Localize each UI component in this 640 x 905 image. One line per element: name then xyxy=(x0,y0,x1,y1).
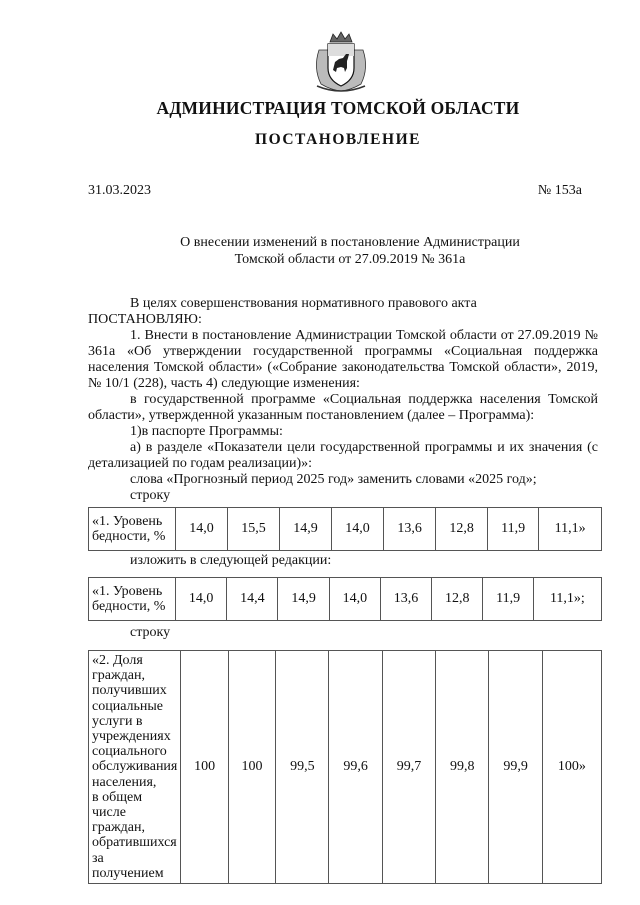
table-cell-label: «1. Уровень бедности, % xyxy=(89,508,176,551)
table-cell-label: «1. Уровень бедности, % xyxy=(89,578,176,621)
table-row xyxy=(89,508,602,551)
document-subject xyxy=(140,234,560,268)
paragraph: строку xyxy=(130,488,171,503)
document-date: 31.03.2023 xyxy=(88,183,151,198)
organization-title: АДМИНИСТРАЦИЯ ТОМСКОЙ ОБЛАСТИ xyxy=(156,98,520,118)
table-cell: 100 xyxy=(181,651,228,884)
indicator-table-old xyxy=(88,507,602,551)
table-cell: 15,5 xyxy=(228,508,280,551)
table-cell: 14,9 xyxy=(278,578,329,621)
indicator-table-new xyxy=(88,577,602,621)
table-cell: 99,9 xyxy=(489,651,542,884)
table-cell: 99,6 xyxy=(329,651,382,884)
table-cell: 14,0 xyxy=(332,508,384,551)
table-cell: 100» xyxy=(542,651,601,884)
table-cell: 13,6 xyxy=(384,508,436,551)
paragraph: а) в разделе «Показатели цели государственной программы и их значения (с детализацией по годам реализации)»: xyxy=(88,440,598,471)
table-cell: 12,8 xyxy=(436,508,488,551)
table-cell: 14,9 xyxy=(280,508,332,551)
table-cell: 12,8 xyxy=(432,578,483,621)
document-type-title: ПОСТАНОВЛЕНИЕ xyxy=(255,131,421,148)
table-row xyxy=(89,578,602,621)
table-cell: 13,6 xyxy=(380,578,431,621)
table-cell: 11,9 xyxy=(488,508,539,551)
paragraph: строку xyxy=(130,625,171,640)
paragraph: В целях совершенствования нормативного правового акта xyxy=(130,296,477,311)
table-cell: 99,5 xyxy=(276,651,329,884)
coat-of-arms-emblem xyxy=(311,30,371,92)
table-cell: 99,8 xyxy=(436,651,489,884)
table-row xyxy=(89,651,602,884)
paragraph: ПОСТАНОВЛЯЮ: xyxy=(88,312,202,327)
table-cell: 14,0 xyxy=(176,508,228,551)
paragraph: в государственной программе «Социальная поддержка населения Томской области», утвержденной указанным постановлением (далее – Программа): xyxy=(88,392,598,423)
subject-line: О внесении изменений в постановление Администрации xyxy=(180,235,520,250)
indicator-table-share xyxy=(88,650,602,884)
paragraph: 1)в паспорте Программы: xyxy=(130,424,283,439)
paragraph: слова «Прогнозный период 2025 год» заменить словами «2025 год»; xyxy=(130,472,537,487)
table-cell-label: «2. Доля граждан, получивших социальные услуги в учреждениях социального обслуживания населения, в общем числе граждан, обратившихся за получением xyxy=(89,651,181,884)
document-number: № 153а xyxy=(537,183,582,198)
table-cell: 11,9 xyxy=(483,578,533,621)
table-cell: 11,1» xyxy=(539,508,602,551)
table-cell: 11,1»; xyxy=(533,578,601,621)
table-cell: 100 xyxy=(228,651,275,884)
table-cell: 14,0 xyxy=(329,578,380,621)
table-cell: 99,7 xyxy=(382,651,435,884)
table-cell: 14,0 xyxy=(176,578,227,621)
subject-line: Томской области от 27.09.2019 № 361а xyxy=(234,252,466,267)
paragraph: 1. Внести в постановление Администрации Томской области от 27.09.2019 № 361а «Об утверждении государственной программы «Социальная поддержка населения Томской области» («Собрание законодательства Томской области», 2019, № 10/1 (228), часть 4) следующие изменения: xyxy=(88,328,598,391)
table-cell: 14,4 xyxy=(227,578,278,621)
document-body xyxy=(88,296,598,504)
paragraph: изложить в следующей редакции: xyxy=(130,553,332,568)
